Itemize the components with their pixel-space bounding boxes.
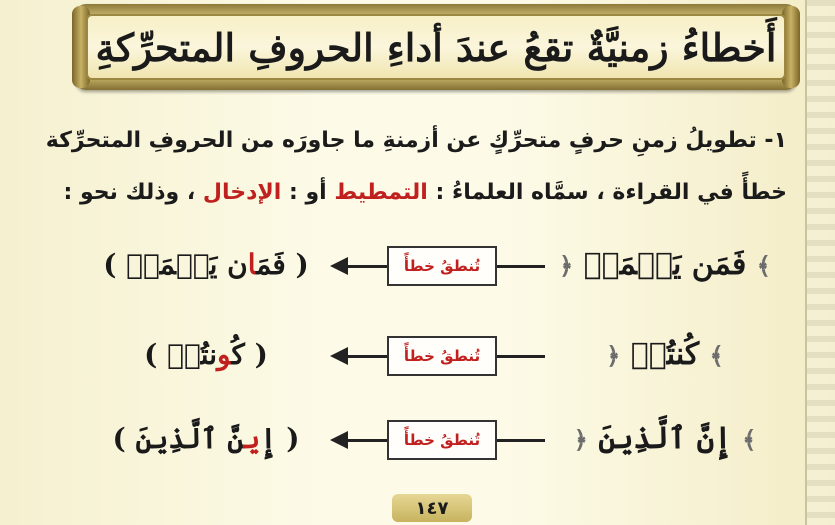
example-row (0, 326, 835, 386)
paragraph-line-2 (63, 180, 787, 205)
wrong-text-after: ن يَعۡمَلۡ ) (103, 248, 248, 281)
page-number-tab (392, 494, 472, 522)
example-row (0, 410, 835, 470)
term-idkhal: الإدخال (202, 180, 282, 205)
arrow-shaft (345, 439, 387, 442)
mispronounced-label: تُنطقُ خطأً (403, 347, 481, 365)
title-frame (86, 14, 786, 80)
ornament-open-icon: ﴾ (742, 425, 757, 454)
correct-reading (555, 240, 775, 290)
ornament-open-icon: ﴾ (709, 341, 724, 370)
arrow-left-icon (330, 257, 348, 275)
wrong-reading (96, 414, 316, 464)
line2-text-after: ، وذلك نحو : (63, 180, 203, 205)
correct-text: فَمَن يَعۡمَلۡ (583, 247, 747, 282)
ornament-open-icon: ﴾ (756, 251, 771, 280)
wrong-extra-letter: ي (243, 422, 261, 455)
wrong-reading (96, 240, 316, 290)
correct-text: إِنَّ ٱلَّذِينَ (598, 421, 732, 456)
correct-reading (555, 330, 775, 380)
mispronounced-label: تُنطقُ خطأً (403, 431, 481, 449)
wrong-extra-letter: ا (247, 248, 257, 281)
wrong-text-before: ( إِ (260, 422, 300, 455)
arrow-left-icon (330, 347, 348, 365)
line2-text-mid: أو : (281, 180, 335, 205)
wrong-text-after: نتُمۡ ) (144, 338, 218, 371)
ornament-close-icon: ﴿ (606, 341, 621, 370)
example-row (0, 236, 835, 296)
connector-line (497, 439, 545, 442)
arrow-shaft (345, 265, 387, 268)
correct-reading (555, 414, 775, 464)
mispronounced-box (387, 246, 497, 286)
term-tamteet: التمطيط (334, 180, 428, 205)
arrow-shaft (345, 355, 387, 358)
mispronounced-box (387, 336, 497, 376)
wrong-text-after: نَّ ٱلَّذِينَ ) (112, 422, 244, 455)
wrong-text-before: ( كُ (231, 338, 268, 371)
ornament-close-icon: ﴿ (559, 251, 574, 280)
title-banner (76, 4, 796, 90)
connector-line (497, 355, 545, 358)
ornament-close-icon: ﴿ (573, 425, 588, 454)
line2-text-before: خطأً في القراءة ، سمَّاه العلماءُ : (427, 180, 787, 205)
paragraph-line-1: ١- تطويلُ زمنِ حرفٍ متحرِّكٍ عن أزمنةِ ما جاورَه من الحروفِ المتحرِّكة (45, 128, 787, 153)
connector-line (497, 265, 545, 268)
wrong-extra-letter: و (217, 338, 232, 371)
mispronounced-box (387, 420, 497, 460)
arrow-left-icon (330, 431, 348, 449)
wrong-reading (96, 330, 316, 380)
page-title: أَخطاءُ زمنيَّةٌ تقعُ عندَ أداءِ الحروفِ المتحرِّكةِ (95, 24, 777, 70)
wrong-text-before: ( فَمَ (256, 248, 309, 281)
mispronounced-label: تُنطقُ خطأً (403, 257, 481, 275)
page-number: ١٤٧ (415, 497, 449, 519)
correct-text: كُنتُمۡ (630, 337, 700, 372)
